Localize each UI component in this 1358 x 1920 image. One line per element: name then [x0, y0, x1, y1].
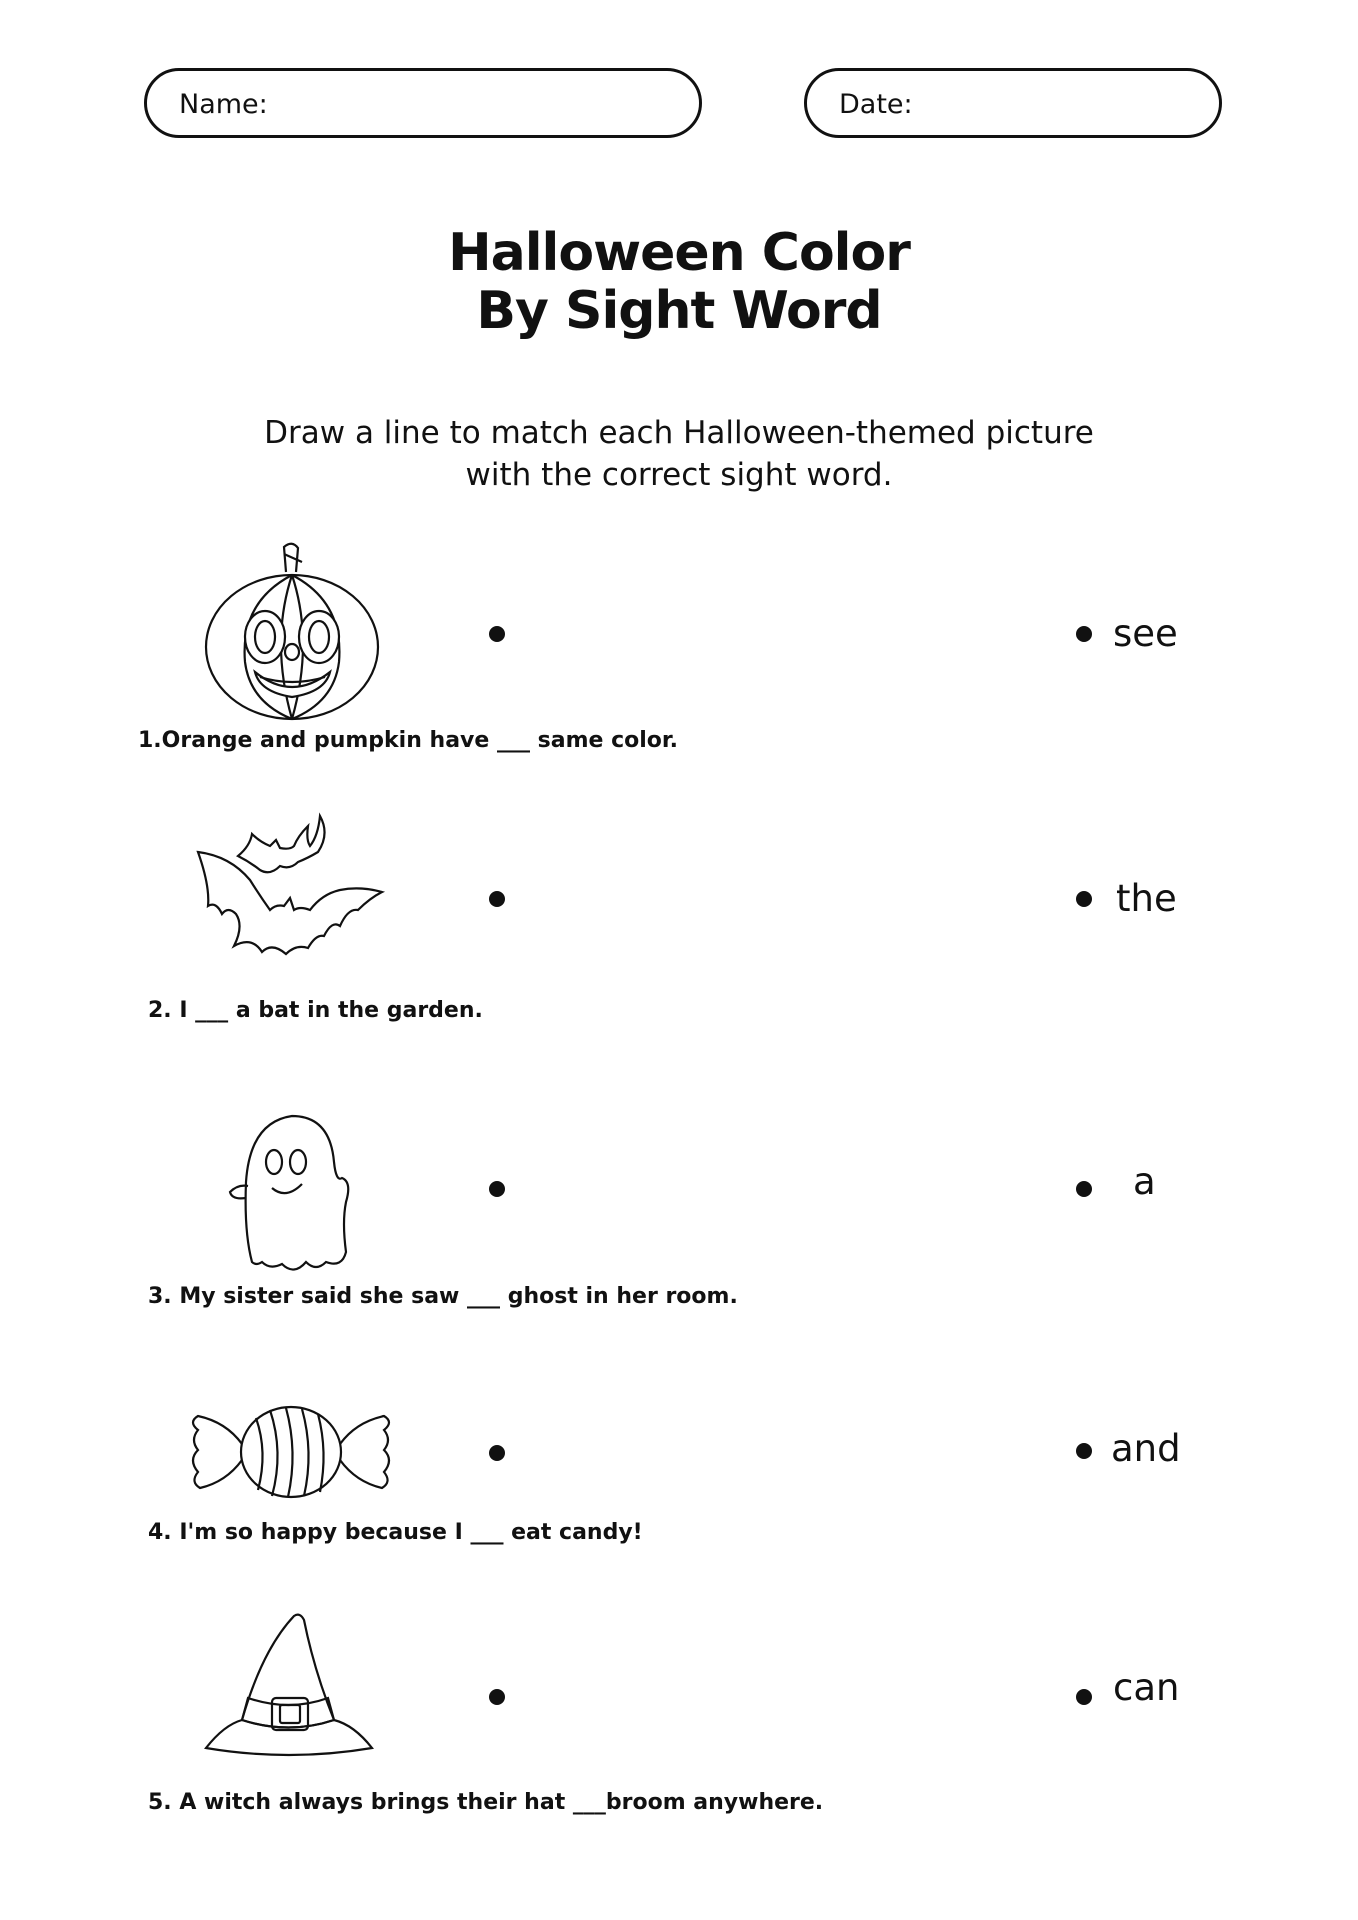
word-dot-3[interactable]	[1076, 1181, 1092, 1197]
name-field[interactable]	[144, 68, 702, 138]
picture-dot-1[interactable]	[489, 626, 505, 642]
word-dot-2[interactable]	[1076, 891, 1092, 907]
name-label: Name:	[179, 89, 268, 120]
sentence-5: 5. A witch always brings their hat ___broom anywhere.	[148, 1790, 824, 1815]
sentence-3: 3. My sister said she saw ___ ghost in her room.	[148, 1284, 738, 1309]
title-line-2: By Sight Word	[476, 281, 882, 341]
picture-dot-4[interactable]	[489, 1445, 505, 1461]
picture-dot-3[interactable]	[489, 1181, 505, 1197]
title-line-1: Halloween Color	[448, 223, 910, 283]
word-dot-1[interactable]	[1076, 626, 1092, 642]
ghost-icon	[222, 1112, 357, 1272]
candy-icon	[186, 1402, 396, 1502]
pumpkin-icon	[200, 542, 385, 722]
instructions-line-1: Draw a line to match each Halloween-themed picture	[264, 415, 1094, 451]
sentence-4: 4. I'm so happy because I ___ eat candy!	[148, 1520, 643, 1545]
sight-word-see: see	[1113, 612, 1178, 655]
sight-word-the: the	[1116, 877, 1177, 920]
witch-hat-icon	[204, 1610, 374, 1760]
date-field[interactable]	[804, 68, 1222, 138]
bats-icon	[190, 806, 390, 966]
picture-dot-2[interactable]	[489, 891, 505, 907]
instructions	[0, 412, 1358, 496]
word-dot-5[interactable]	[1076, 1689, 1092, 1705]
word-dot-4[interactable]	[1076, 1443, 1092, 1459]
sentence-2: 2. I ___ a bat in the garden.	[148, 998, 483, 1023]
picture-dot-5[interactable]	[489, 1689, 505, 1705]
sight-word-a: a	[1133, 1160, 1156, 1203]
sight-word-and: and	[1111, 1427, 1181, 1470]
page-title	[0, 224, 1358, 340]
date-label: Date:	[839, 89, 913, 120]
sentence-1: 1.Orange and pumpkin have ___ same color.	[138, 728, 678, 753]
sight-word-can: can	[1113, 1666, 1180, 1709]
instructions-line-2: with the correct sight word.	[465, 457, 893, 493]
